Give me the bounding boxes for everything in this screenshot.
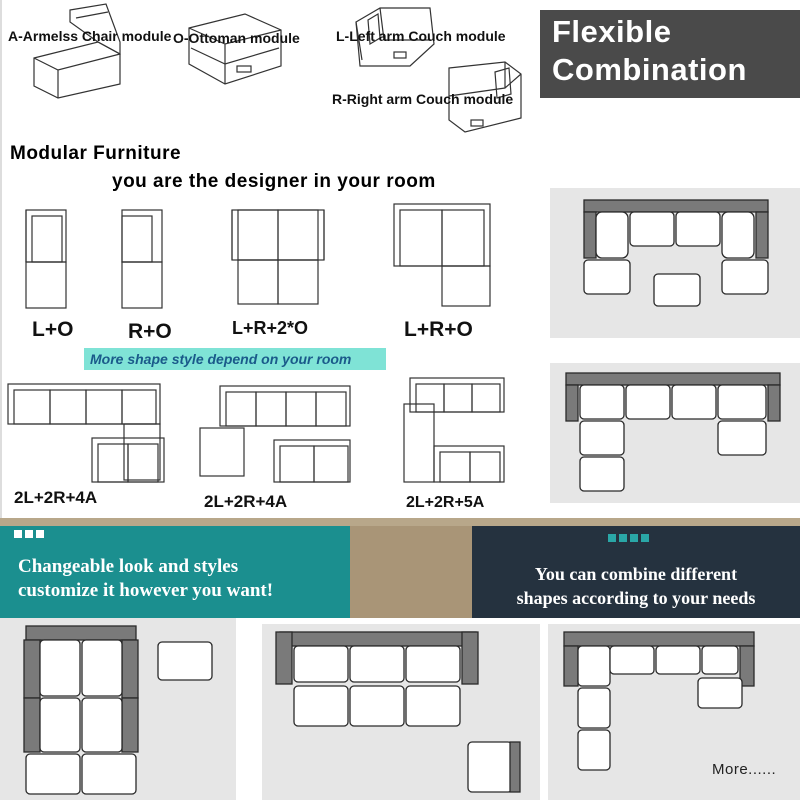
plan-2l-2r-4a-b — [196, 382, 356, 486]
bottom-band-spacer — [350, 526, 472, 618]
flexible-combination-banner — [540, 10, 800, 98]
highlight-text: More shape style depend on your room — [90, 351, 352, 367]
changeable-line-1: Changeable look and styles — [18, 556, 239, 577]
combine-line-2: shapes according to your needs — [516, 588, 756, 608]
plan-2l-2r-5a — [400, 374, 510, 486]
changeable-banner — [0, 526, 350, 618]
ottoman-label: O-Ottoman module — [173, 30, 300, 46]
combo-label: 2L+2R+4A — [204, 492, 288, 511]
heading-line-1: Modular Furniture — [10, 143, 182, 164]
plan-l-r-2o — [230, 204, 326, 308]
plan-l-plus-o — [22, 206, 72, 312]
heading-line-2: you are the designer in your room — [112, 171, 436, 192]
combo-label: L+O — [32, 318, 74, 341]
plan-2l-2r-4a-a — [4, 380, 166, 486]
combine-banner — [472, 526, 800, 618]
left-arm-couch-label: L-Left arm Couch module — [336, 28, 506, 44]
highlight-banner — [84, 348, 386, 370]
combination-diagram-2 — [550, 363, 800, 503]
combo-label: R+O — [128, 320, 172, 343]
combo-label: L+R+2*O — [232, 318, 309, 338]
armless-chair-sketch — [28, 2, 128, 102]
bottom-band-divider — [0, 518, 800, 526]
banner-line-2: Combination — [552, 52, 747, 87]
plan-l-r-o — [390, 200, 496, 312]
ottoman-sketch — [185, 8, 285, 103]
plan-r-plus-o — [118, 206, 168, 312]
combo-label: L+R+O — [404, 318, 473, 341]
bottom-diagram-2 — [262, 624, 540, 800]
combination-diagram-1 — [550, 188, 800, 338]
bottom-diagram-1 — [0, 618, 236, 800]
more-label: More...... — [712, 761, 777, 778]
combo-label: 2L+2R+5A — [406, 494, 485, 511]
right-arm-couch-label: R-Right arm Couch module — [332, 91, 514, 107]
combo-label: 2L+2R+4A — [14, 488, 98, 507]
armless-chair-label: A-Armelss Chair module — [8, 28, 172, 44]
left-edge — [0, 0, 2, 518]
combine-line-1: You can combine different — [534, 564, 738, 584]
changeable-line-2: customize it however you want! — [18, 580, 274, 601]
banner-line-1: Flexible — [552, 14, 672, 49]
